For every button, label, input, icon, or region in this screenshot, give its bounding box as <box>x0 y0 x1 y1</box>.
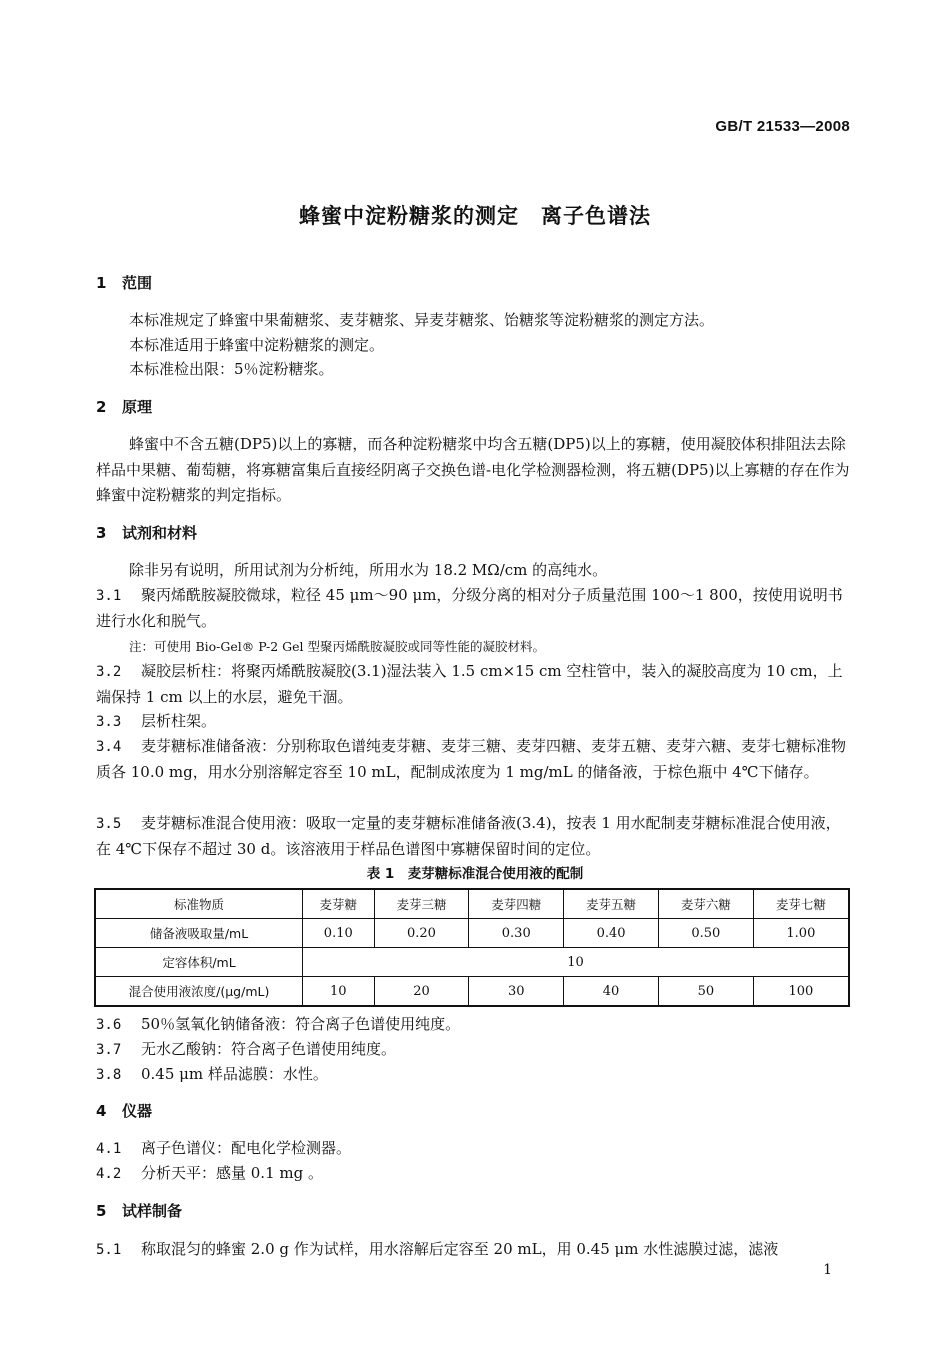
clause-number: 3.3 <box>96 714 122 730</box>
section-3-heading <box>96 521 852 546</box>
table-cell: 100 <box>753 977 849 1007</box>
table-header-cell: 麦芽四糖 <box>469 889 564 919</box>
paragraph: 本标准规定了蜂蜜中果葡糖浆、麦芽糖浆、异麦芽糖浆、饴糖浆等淀粉糖浆的测定方法。 <box>129 311 715 329</box>
paragraph: 本标准适用于蜂蜜中淀粉糖浆的测定。 <box>129 336 385 354</box>
paragraph: 除非另有说明，所用试剂为分析纯，所用水为 18.2 MΩ/cm 的高纯水。 <box>129 561 608 579</box>
table-cell: 20 <box>374 977 469 1007</box>
clause-item <box>96 734 852 785</box>
section-number: 5 <box>96 1202 107 1220</box>
table-cell: 50 <box>658 977 753 1007</box>
section-title: 试样制备 <box>122 1202 183 1220</box>
table-header-cell: 麦芽三糖 <box>374 889 469 919</box>
clause-text: 聚丙烯酰胺凝胶微球，粒径 45 μm～90 μm，分级分离的相对分子质量范围 100～1 800，按使用说明书进行水化和脱气。 <box>96 586 843 630</box>
clause-number: 3.8 <box>96 1067 122 1083</box>
table-header-cell: 麦芽六糖 <box>658 889 753 919</box>
table-cell: 0.40 <box>564 919 659 948</box>
clause-item <box>96 811 852 862</box>
standard-code: GB/T 21533—2008 <box>715 118 850 135</box>
clause-item <box>96 1062 852 1088</box>
section-4-heading <box>96 1099 852 1124</box>
clause-text: 0.45 μm 样品滤膜：水性。 <box>141 1065 328 1083</box>
table-cell: 30 <box>469 977 564 1007</box>
table-cell: 40 <box>564 977 659 1007</box>
paragraph: 本标准检出限：5％淀粉糖浆。 <box>129 360 334 378</box>
table-header-row <box>95 889 849 919</box>
paragraph: 蜂蜜中不含五糖(DP5)以上的寡糖，而各种淀粉糖浆中均含五糖(DP5)以上的寡糖，使用凝胶体积排阻法去除样品中果糖、葡萄糖，将寡糖富集后直接经阴离子交换色谱-电化学检测器检测，将五糖(DP5)以上寡糖的存在作为蜂蜜中淀粉糖浆的判定指标。 <box>96 435 850 504</box>
table-cell-merged: 10 <box>303 948 850 977</box>
clause-number: 3.2 <box>96 664 122 680</box>
clause-text: 无水乙酸钠：符合离子色谱使用纯度。 <box>141 1040 397 1058</box>
table-row <box>95 977 849 1007</box>
table-1 <box>94 888 850 1007</box>
clause-text: 离子色谱仪：配电化学检测器。 <box>141 1139 352 1157</box>
clause-number: 3.5 <box>96 816 122 832</box>
row-label: 储备液吸取量/mL <box>95 919 303 948</box>
clause-number: 3.6 <box>96 1017 122 1033</box>
page-number: 1 <box>823 1262 832 1278</box>
clause-text: 凝胶层析柱：将聚丙烯酰胺凝胶(3.1)湿法装入 1.5 cm×15 cm 空柱管中，装入的凝胶高度为 10 cm，上端保持 1 cm 以上的水层，避免干涸。 <box>96 662 843 706</box>
table-cell: 10 <box>303 977 375 1007</box>
clause-text: 称取混匀的蜂蜜 2.0 g 作为试样，用水溶解后定容至 20 mL，用 0.45 μm 水性滤膜过滤，滤液 <box>141 1240 779 1258</box>
row-label: 混合使用液浓度/(μg/mL) <box>95 977 303 1007</box>
clause-text: 50％氢氧化钠储备液：符合离子色谱使用纯度。 <box>141 1015 461 1033</box>
section-title: 试剂和材料 <box>122 524 198 542</box>
section-title: 原理 <box>122 398 153 416</box>
table-cell: 0.30 <box>469 919 564 948</box>
section-1-heading <box>96 271 852 296</box>
table-cell: 0.50 <box>658 919 753 948</box>
clause-number: 4.1 <box>96 1141 122 1157</box>
clause-item <box>96 1161 852 1187</box>
document-title: 蜂蜜中淀粉糖浆的测定 离子色谱法 <box>299 204 651 228</box>
section-title: 范围 <box>122 274 153 292</box>
section-5-heading <box>96 1199 852 1224</box>
clause-number: 3.7 <box>96 1042 122 1058</box>
clause-number: 3.1 <box>96 588 122 604</box>
table-header-cell: 麦芽七糖 <box>753 889 849 919</box>
clause-text: 麦芽糖标准储备液：分别称取色谱纯麦芽糖、麦芽三糖、麦芽四糖、麦芽五糖、麦芽六糖、麦芽七糖标准物质各 10.0 mg，用水分别溶解定容至 10 mL，配制成浓度为 1 mg/mL 的储备液，于棕色瓶中 4℃下储存。 <box>96 737 847 781</box>
table-cell: 1.00 <box>753 919 849 948</box>
table-header-cell: 麦芽五糖 <box>564 889 659 919</box>
table-header-cell: 标准物质 <box>95 889 303 919</box>
section-2-heading <box>96 395 852 420</box>
row-label: 定容体积/mL <box>95 948 303 977</box>
note: 注：可使用 Bio-Gel® P-2 Gel 型聚丙烯酰胺凝胶或同等性能的凝胶材料。 <box>129 639 545 654</box>
clause-number: 5.1 <box>96 1242 122 1258</box>
section-number: 2 <box>96 398 107 416</box>
clause-text: 麦芽糖标准混合使用液：吸取一定量的麦芽糖标准储备液(3.4)，按表 1 用水配制麦芽糖标准混合使用液，在 4℃下保存不超过 30 d。该溶液用于样品色谱图中寡糖保留时间的定位。 <box>96 814 841 858</box>
clause-item <box>96 583 852 634</box>
clause-item <box>96 709 852 735</box>
section-number: 1 <box>96 274 107 292</box>
clause-item <box>96 659 852 710</box>
table-row <box>95 919 849 948</box>
table-caption: 表 1 麦芽糖标准混合使用液的配制 <box>366 866 584 882</box>
table-cell: 0.10 <box>303 919 375 948</box>
clause-item <box>96 1136 852 1162</box>
clause-item <box>96 1012 852 1038</box>
table-row <box>95 948 849 977</box>
section-number: 4 <box>96 1102 107 1120</box>
section-title: 仪器 <box>122 1102 153 1120</box>
clause-item <box>96 1037 852 1063</box>
clause-number: 3.4 <box>96 739 122 755</box>
section-number: 3 <box>96 524 107 542</box>
clause-number: 4.2 <box>96 1166 122 1182</box>
clause-text: 分析天平：感量 0.1 mg 。 <box>141 1164 323 1182</box>
table-cell: 0.20 <box>374 919 469 948</box>
clause-item <box>96 1237 852 1263</box>
clause-text: 层析柱架。 <box>141 712 217 730</box>
table-header-cell: 麦芽糖 <box>303 889 375 919</box>
